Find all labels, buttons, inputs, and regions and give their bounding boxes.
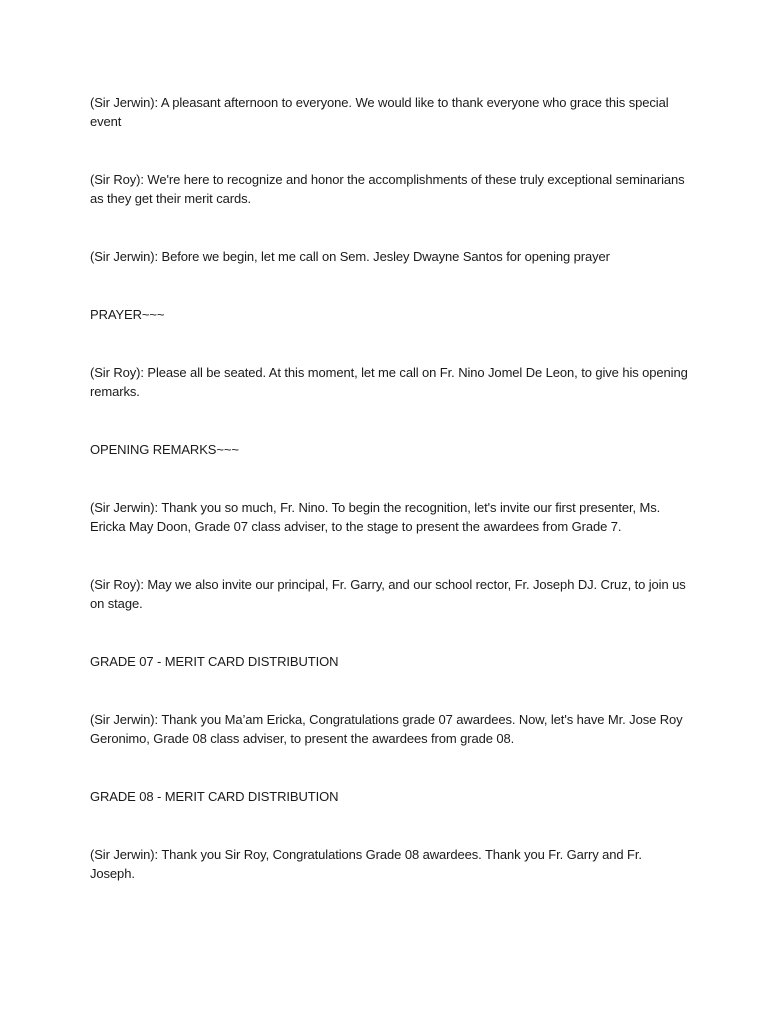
script-line-sir-roy-recognize: (Sir Roy): We're here to recognize and honor the accomplishments of these truly exceptional seminarians as they get their merit cards.	[90, 172, 685, 206]
script-line-sir-jerwin-call-prayer: (Sir Jerwin): Before we begin, let me call on Sem. Jesley Dwayne Santos for opening prayer	[90, 249, 610, 264]
script-line-sir-jerwin-invite-presenter: (Sir Jerwin): Thank you so much, Fr. Nino. To begin the recognition, let's invite our first presenter, Ms. Ericka May Doon, Grade 07 class adviser, to the stage to present the awardees from Grade 7.	[90, 500, 661, 534]
script-line-sir-jerwin-thank-ericka: (Sir Jerwin): Thank you Ma’am Ericka, Congratulations grade 07 awardees. Now, let's have Mr. Jose Roy Geronimo, Grade 08 class adviser, to present the awardees from grade 08.	[90, 712, 683, 746]
program-segment-grade-08: GRADE 08 - MERIT CARD DISTRIBUTION	[90, 789, 339, 804]
program-segment-opening-remarks: OPENING REMARKS~~~	[90, 442, 239, 457]
script-line-sir-jerwin-welcome: (Sir Jerwin): A pleasant afternoon to everyone. We would like to thank everyone who grace this special event	[90, 95, 669, 129]
program-segment-prayer: PRAYER~~~	[90, 307, 165, 322]
script-line-sir-jerwin-thank-roy: (Sir Jerwin): Thank you Sir Roy, Congratulations Grade 08 awardees. Thank you Fr. Garry and Fr. Joseph.	[90, 847, 642, 881]
script-line-sir-roy-call-remarks: (Sir Roy): Please all be seated. At this moment, let me call on Fr. Nino Jomel De Leon, to give his opening remarks.	[90, 365, 688, 399]
script-line-sir-roy-invite-principal: (Sir Roy): May we also invite our principal, Fr. Garry, and our school rector, Fr. Joseph DJ. Cruz, to join us on stage.	[90, 577, 686, 611]
program-segment-grade-07: GRADE 07 - MERIT CARD DISTRIBUTION	[90, 654, 339, 669]
